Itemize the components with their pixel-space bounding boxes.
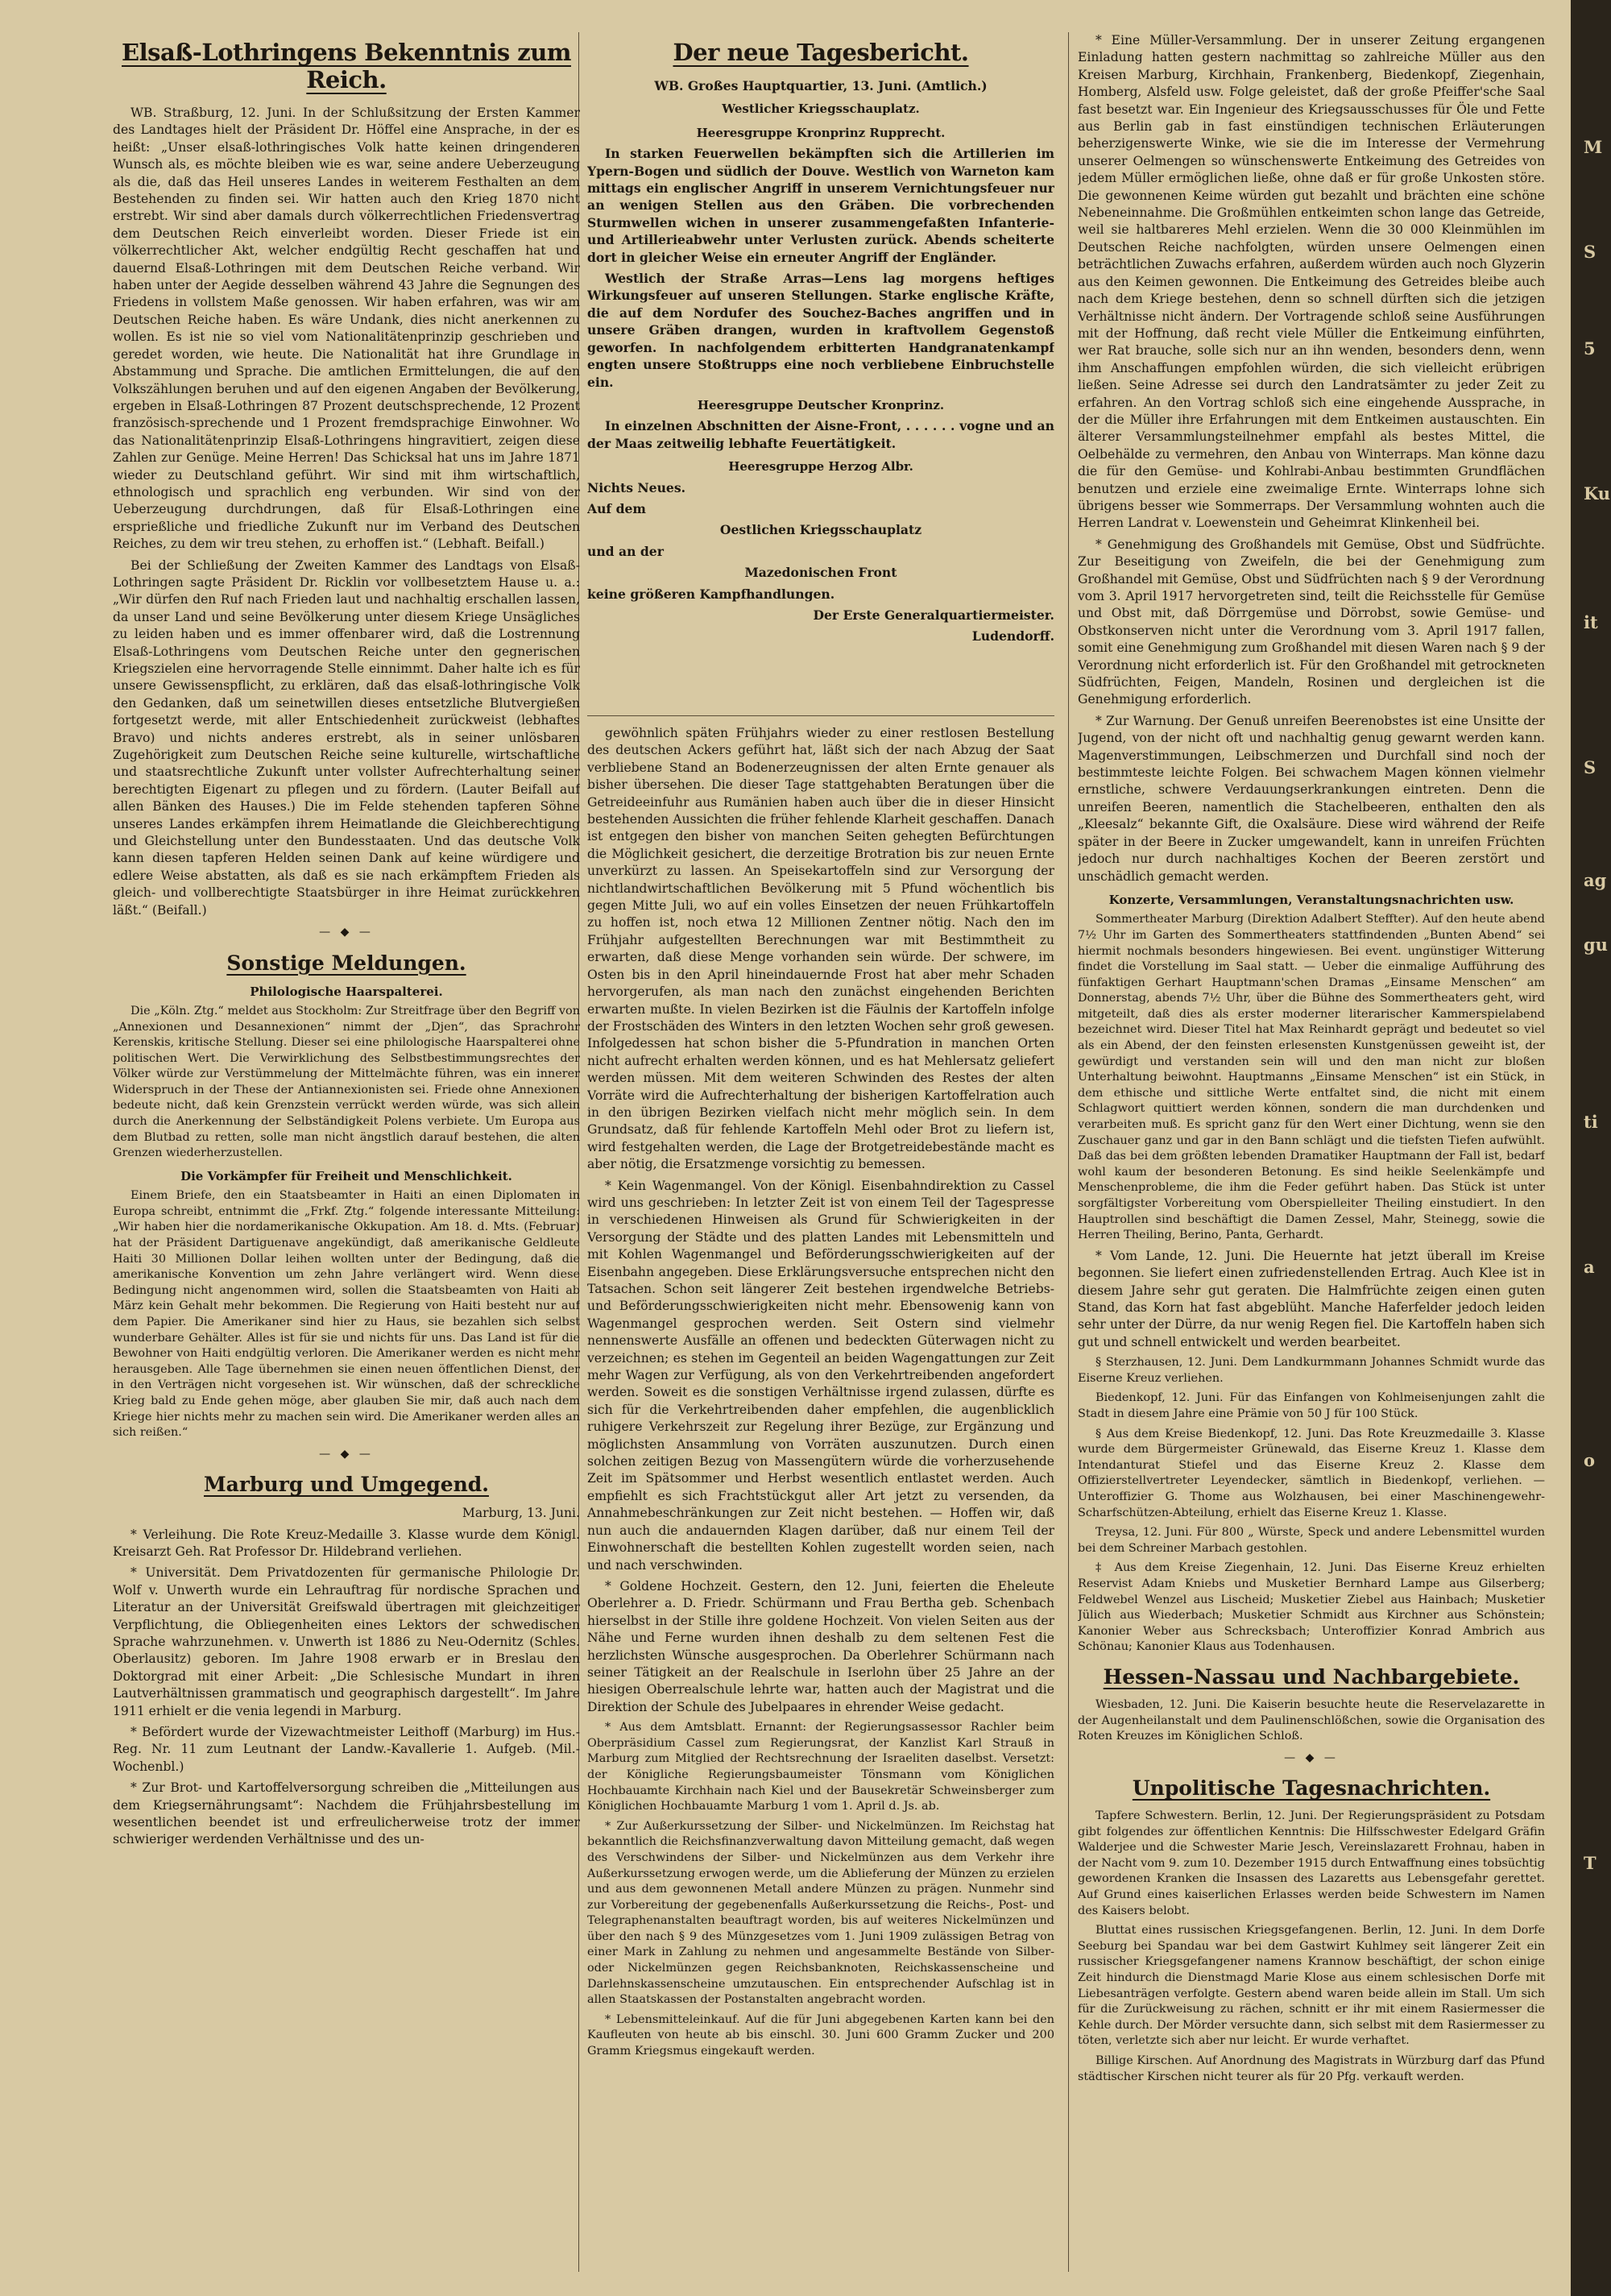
article-paragraph: ‡ Aus dem Kreise Ziegenhain, 12. Juni. Das Eiserne Kreuz erhielten Reservist Adam Kniebs und Musketier Bernhard Lampe aus Gilserberg; Feldwebel Wenzel aus Lischeid; Musketier Ziebel aus Hainbach; Musketier Jülich aus Wiederbach; Musketier Schmidt aus Kirchner aus Schönstein; Kanonier Weber aus Schrecksbach; Unteroffizier Konrad Ambrich aus Schönau; Kanonier Klaus aus Todenhausen. [1078,1561,1545,1654]
gutter-text: S [1584,757,1597,777]
separator-ornament: — ◆ — [319,1447,374,1461]
column-left [113,32,580,2272]
article-paragraph: § Aus dem Kreise Biedenkopf, 12. Juni. Das Rote Kreuzmedaille 3. Klasse wurde dem Bürgermeister Grünewald, das Eiserne Kreuz 1. Klasse dem Intendanturat Stiefel und das Eiserne Kreuz 2. Klasse dem Offizierstellvertreter Leyendecker, sämtlich in Biedenkopf, verliehen. — Unteroffizier G. Thome aus Wolzhausen, bei einer Maschinengewehr-Scharfschützen-Abteilung, erhielt das Eiserne Kreuz 1. Klasse. [1078,1427,1545,1519]
article-paragraph: * Goldene Hochzeit. Gestern, den 12. Juni, feierten die Eheleute Oberlehrer a. D. Friedr. Schürmann und Frau Bertha geb. Schenbach hierselbst in der Stille ihre goldene Hochzeit. Von vielen Seiten aus der Nähe und Ferne wurden ihnen deshalb zu dem seltenen Fest die herzlichsten Wünsche ausgesprochen. Da Oberlehrer Schürmann nach seiner Tätigkeit an der Realschule in Iserlohn über 25 Jahre an der hiesigen Oberrealschule lehrte war, hatten auch der Magistrat und die Direktion der Schule des Jubelpaares in ehrender Weise gedacht. [587,1578,1054,1714]
gutter-text: S [1584,242,1597,262]
article-paragraph: * Zur Außerkurssetzung der Silber- und Nickelmünzen. Im Reichstag hat bekanntlich die Reichsfinanzverwaltung davon Mitteilung gemacht, daß wegen des Verschwindens der Silber- und Nickelmünzen aus dem Verkehr ihre Außerkurssetzung erwogen werde, um die Ablieferung der Münzen zu erzielen und aus dem gewonnenen Metall andere Münzen zu prägen. Nunmehr sind zur Vorbereitung der gegebenenfalls Außerkurssetzung die Reichs-, Post- und Telegraphenanstalten beauftragt worden, bis auf weiteres Nickelmünzen und über den nach § 9 des Münzgesetzes vom 1. Juni 1909 zulässigen Betrag von einer Mark in Zahlung zu nehmen und angesammelte Bestände von Silber- oder Nickelmünzen gegen Reichsbanknoten, Reichskassenscheine und Darlehnskassenscheine umzutauschen. Ein entsprechender Aufschlag ist in allen Staatskassen der Postanstalten angebracht worden. [587,1819,1054,2007]
dateline: WB. Großes Hauptquartier, 13. Juni. (Amtlich.) [654,78,988,93]
adjacent-page-edge [1571,0,1611,2296]
article-paragraph: * Verleihung. Die Rote Kreuz-Medaille 3. Klasse wurde dem Königl. Kreisarzt Geh. Rat Professor Dr. Hildebrand verliehen. [113,1527,580,1559]
subheading: Westlicher Kriegsschauplatz. [722,102,920,117]
article-paragraph: * Aus dem Amtsblatt. Ernannt: der Regierungsassessor Rachler beim Oberpräsidium Cassel zum Regierungsrat, der Kanzlist Karl Strauß in Marburg zum Mitglied der Rechtsrechnung der Israeliten daselbst. Versetzt: der Königliche Regierungsbaumeister Tönsmann vom Königlichen Hochbauamte Kirchhain nach Kiel und der Bausekretär Schweinsberger zum Königlichen Hochbauamte Marburg 1 vom 1. April d. Js. ab. [587,1721,1054,1813]
article-paragraph: * Befördert wurde der Vizewachtmeister Leithoff (Marburg) im Hus.-Reg. Nr. 11 zum Leutnant der Landw.-Kavallerie 1. Aufgeb. (Mil.-Wochenbl.) [113,1725,580,1774]
article-paragraph: * Kein Wagenmangel. Von der Königl. Eisenbahndirektion zu Cassel wird uns geschrieben: In letzter Zeit ist von einem Teil der Tagespresse in verschiedenen Hinweisen als Grund für Schwierigkeiten in der Versorgung der Städte und des platten Landes mit Lebensmitteln und mit Kohlen Wagenmangel und Beförderungsschwierigkeiten auf der Eisenbahn angegeben. Diese Erklärungsversuche entsprechen nicht den Tatsachen. Schon seit längerer Zeit bestehen irgendwelche Betriebs- und Beförderungsschwierigkeiten nicht mehr. Ebensowenig kann von Wagenmangel gesprochen werden. Seit Ostern sind vielmehr nennenswerte Ausfälle an offenen und bedeckten Güterwagen nicht zu verzeichnen; es stehen im Gegenteil an beiden Wagengattungen zur Zeit mehr Wagen zur Verfügung, als von den Verkehrtreibenden angefordert werden. Soweit es die sonstigen Verhältnisse irgend zulassen, dürfte es sich für die Verkehrtreibenden daher empfehlen, die augenblicklich ruhigere Verkehrszeit zur Regelung ihrer Bezüge, zur Ergänzung und möglichsten Ansammlung von Vorräten auszunutzen. Durch einen solchen zeitigen Bezug von Massengütern würde die vorherzusehende Zeit im Spätsommer und Herbst wesentlich entlastet werden. Auch empfiehlt es sich Frachtstückgut aller Art jetzt zu versenden, da Annahmebeschränkungen zur Zeit nicht bestehen. — Hoffen wir, daß nun auch die andauernden Klagen darüber, daß nur einem Teil der Einwohnerschaft die bestellten Kohlen zugestellt worden seien, nach und nach verschwinden. [587,1178,1054,1573]
gutter-text: Ku [1584,483,1611,504]
subheading: Heeresgruppe Herzog Albr. [728,459,913,475]
article-paragraph: Wiesbaden, 12. Juni. Die Kaiserin besuchte heute die Reservelazarette in der Augenheilanstalt und dem Paulinenschlößchen, sowie die Organisation des Roten Kreuzes im Königlichen Schloß. [1078,1697,1545,1743]
article-line: Auf dem [587,500,646,516]
article-paragraph: * Vom Lande, 12. Juni. Die Heuernte hat jetzt überall im Kreise begonnen. Sie liefert einen zufriedenstellenden Ertrag. Auch Klee ist in diesem Jahre sehr gut geraten. Die Halmfrüchte zeigen einen guten Stand, das Korn hat fast abgeblüht. Manche Haferfelder jedoch leiden sehr unter der Dürre, da nur wenig Regen fiel. Die Kartoffeln haben sich gut und schnell entwickelt und werden bearbeitet. [1078,1248,1545,1349]
headline-tagesbericht: Der neue Tagesbericht. [673,39,969,66]
article-paragraph: § Sterzhausen, 12. Juni. Dem Landkurmmann Johannes Schmidt wurde das Eiserne Kreuz verliehen. [1078,1356,1545,1385]
signature-name: Ludendorff. [971,628,1054,644]
article-paragraph: Westlich der Straße Arras—Lens lag morgens heftiges Wirkungsfeuer auf unseren Stellungen. Starke englische Kräfte, die auf dem Nordufer des Souchez-Baches angriffen und in unsere Gräben drangen, wurden in kraftvollem Gegenstoß geworfen. In nachfolgendem erbitterten Handgranatenkampf engten unsere Stoßtrupps eine noch verbliebene Einbruchstelle ein. [587,271,1054,390]
headline-bekenntnis: Elsaß-Lothringens Bekenntnis zum Reich. [122,39,571,93]
headline-sonstige: Sonstige Meldungen. [226,951,466,975]
subheading: Philologische Haarspalterei. [250,984,443,999]
gutter-text: ag [1584,870,1607,890]
article-paragraph: Biedenkopf, 12. Juni. Für das Einfangen von Kohlmeisenjungen zahlt die Stadt in diesem Jahre eine Prämie von 50 J für 100 Stück. [1078,1391,1545,1420]
subheading: Die Vorkämpfer für Freiheit und Menschlichkeit. [180,1168,512,1183]
column-rule [1068,32,1069,2272]
gutter-text: it [1584,612,1598,632]
article-paragraph: * Universität. Dem Privatdozenten für germanische Philologie Dr. Wolf v. Unwerth wurde ein Lehrauftrag für nordische Sprachen und Literatur an der Universität Greifswald übertragen mit gleichzeitiger Verpflichtung, die Obliegenheiten eines Lektors der schwedischen Sprache wahrzunehmen. v. Unwerth ist 1886 zu Neu-Odernitz (Schles. Oberlausitz) geboren. Im Jahre 1908 erwarb er in Breslau den Doktorgrad mit einer Arbeit: „Die Schlesische Mundart in ihren Lautverhältnissen grammatisch und geographisch dargestellt“. Im Jahre 1911 erhielt er die venia legendi in Marburg. [113,1565,580,1718]
subheading: Heeresgruppe Kronprinz Rupprecht. [696,125,946,140]
article-paragraph: * Zur Warnung. Der Genuß unreifen Beerenobstes ist eine Unsitte der Jugend, von der nicht oft und nachhaltig genug gewarnt werden kann. Magenverstimmungen, Leibschmerzen und Durchfall sind noch der bestimmteste leichte Folgen. Bei schwachem Magen können vielmehr ernstliche, schwere Verdauungserkrankungen eintreten. Denn die unreifen Beeren, namentlich die Stachelbeeren, enthalten den als „Kleesalz“ bekannte Gift, die Oxalsäure. Diese wird während der Reife später in der Beere in Zucker umgewandelt, kann in unreifen Früchten jedoch nur durch nachhaltiges Kochen der Beeren zerstört und unschädlich gemacht werden. [1078,713,1545,884]
article-paragraph: WB. Straßburg, 12. Juni. In der Schlußsitzung der Ersten Kammer des Landtages hielt der Präsident Dr. Höffel eine Ansprache, in der es heißt: „Unser elsaß-lothringisches Volk hatte keinen dringenderen Wunsch als, es möchte bleiben wie es war, seine andere Ueberzeugung als die, daß das Heil unseres Landes in weiterem Festhalten an dem Bestehenden zu finden sei. Wir hatten auch den Krieg 1870 nicht erstrebt. Wir sind aber damals durch völkerrechtlichen Friedensvertrag dem Deutschen Reich einverleibt worden. Dieser Friede ist ein völkerrechtlicher Akt, welcher endgültig Recht geschaffen hat und dauernd Elsaß-Lothringen mit dem Deutschen Reiche verband. Wir haben unter der Aegide desselben während 43 Jahre die Segnungen des Friedens in vollstem Maße genossen. Wir haben erfahren, was wir am Deutschen Reiche haben. Es wäre Undank, dies nicht anerkennen zu wollen. Es ist nie so viel vom Nationalitätenprinzip geschrieben und geredet worden, wie heute. Die Nationalität hat ihre Grundlage in Abstammung und Sprache. Die amtlichen Ermittelungen, die auf den Volkszählungen beruhen und auf den eigenen Angaben der Bevölkerung, ergeben in Elsaß-Lothringen 87 Prozent deutschsprechende, 12 Prozent französisch-sprechende und 1 Prozent fremdsprachige Einwohner. Wo das Nationalitätenprinzip Elsaß-Lothringens hingravitiert, zeigen diese Zahlen zur Genüge. Meine Herren! Das Schicksal hat uns im Jahre 1871 wieder zu Deutschland geführt. Wir sind mit ihm wirtschaftlich, ethnologisch und sprachlich eng verbunden. Wir sind von der Ueberzeugung durchdrungen, daß für Elsaß-Lothringen eine ersprießliche und friedliche Zukunft nur im Verband des Deutschen Reiches, zu dem wir treu stehen, zu erhoffen ist.“ (Lebhaft. Beifall.) [113,106,580,552]
gutter-text: M [1584,137,1603,157]
article-line: keine größeren Kampfhandlungen. [587,586,835,602]
article-paragraph: In starken Feuerwellen bekämpften sich die Artillerien im Ypern-Bogen und südlich der Douve. Westlich von Warneton kam mittags ein englischer Angriff in unserem Vernichtungsfeuer nur an wenigen Stellen aus den Gräben. Die vorbrechenden Sturmwellen wichen in unserer zusammengefaßten Infanterie- und Artillerieabwehr unter Verlusten zurück. Abends scheiterte dort in gleicher Weise ein erneuter Angriff der Engländer. [587,146,1054,265]
column-middle-bottom [587,725,1054,2272]
article-paragraph: Billige Kirschen. Auf Anordnung des Magistrats in Würzburg darf das Pfund städtischer Kirschen nicht teurer als für 20 Pfg. verkauft werden. [1078,2054,1545,2083]
article-paragraph: In einzelnen Abschnitten der Aisne-Front, . . . . . . vogne und an der Maas zeitweilig lebhafte Feuertätigkeit. [587,418,1054,451]
gutter-text: ti [1584,1112,1598,1132]
separator-ornament: — ◆ — [1284,1751,1339,1764]
article-line: Oestlichen Kriegsschauplatz [719,522,922,538]
dateline: Marburg, 13. Juni. [462,1506,580,1521]
article-paragraph: * Zur Brot- und Kartoffelversorgung schreiben die „Mitteilungen aus dem Kriegsernährungsamt“: Nachdem die Frühjahrsbestellung im wesentlichen beendet ist und erfreulicherweise trotz der immer schwieriger werdenden Verhältnisse und des un- [113,1780,580,1847]
article-paragraph: Die „Köln. Ztg.“ meldet aus Stockholm: Zur Streitfrage über den Begriff von „Annexionen und Desannexionen“ nimmt der „Djen“, das Sprachrohr Kerenskis, kritische Stellung. Dieser sei eine philologische Haarspalterei ohne politischen Wert. Die Verwirklichung des Selbstbestimmungsrechtes der Völker würde zur Verstümmelung der Mittelmächte führen, was ein innerer Widerspruch in der These der Antiannexionisten sei. Friede ohne Annexionen bedeute nicht, daß kein Grenzstein verrückt werden würde, was sich allein durch die Anerkennung der Selbständigkeit Polens verbiete. Um Europa aus dem Blutbad zu retten, solle man nicht ängstlich darauf bestehen, die alten Grenzen wiederherzustellen. [113,1004,580,1160]
article-paragraph: Bluttat eines russischen Kriegsgefangenen. Berlin, 12. Juni. In dem Dorfe Seeburg bei Spandau war bei dem Gastwirt Kuhlmey seit längerer Zeit ein russischer Kriegsgefangener namens Krannow beschäftigt, der schon einige Zeit hindurch die Dienstmagd Marie Klose aus einem schlesischen Dorfe mit Liebesanträgen verfolgte. Gestern abend waren beide allein im Stall. Um sich für die Zurückweisung zu rächen, schnitt er ihr mit einem Rasiermesser die Kehle durch. Der Mörder versuchte dann, sich selbst mit dem Rasiermesser zu töten, verletzte sich aber nur leicht. Er wurde verhaftet. [1078,1924,1545,2048]
article-line: und an der [587,543,664,559]
gutter-text: o [1584,1450,1596,1470]
article-paragraph: * Lebensmitteleinkauf. Auf die für Juni abgegebenen Karten kann bei den Kaufleuten von heute ab bis einschl. 30. Juni 600 Gramm Zucker und 200 Gramm Kriegsmus eingekauft werden. [587,2012,1054,2058]
subheading: Heeresgruppe Deutscher Kronprinz. [697,397,945,412]
article-paragraph: Einem Briefe, den ein Staatsbeamter in Haiti an einen Diplomaten in Europa schreibt, entnimmt die „Frkf. Ztg.“ folgende interessante Mitteilung: „Wir haben hier die nordamerikanische Okkupation. Am 18. d. Mts. (Februar) hat der Präsident Dartiguenave angekündigt, daß amerikanische Geldleute Haiti 30 Millionen Dollar leihen wollten unter der Bedingung, daß die amerikanische Konvention um zehn Jahre verlängert wird. Wenn diese Bedingung nicht angenommen wird, sollen die Staatsbeamten von Haiti ab März kein Gehalt mehr bekommen. Die Regierung von Haiti besteht nur auf dem Papier. Die Amerikaner sind hier zu Haus, sie bezahlen sich selbst wunderbare Gehälter. Alles ist für sie und nichts für uns. Das Land ist für die Bewohner von Haiti endgültig verloren. Die Amerikaner werden es nicht mehr herausgeben. Alle Tage übernehmen sie einen neuen öffentlichen Dienst, der in den Verträgen nicht vorgesehen ist. Wir wünschen, daß der schreckliche Krieg bald zu Ende gehen möge, aber glauben Sie mir, daß auch nach dem Kriege hier nichts mehr zu machen sein wird. Die Amerikaner werden alles an sich reißen.“ [113,1189,580,1440]
signature-title: Der Erste Generalquartiermeister. [813,607,1054,623]
article-line: Nichts Neues. [587,479,686,495]
article-paragraph: Sommertheater Marburg (Direktion Adalbert Steffter). Auf den heute abend 7½ Uhr im Garten des Sommertheaters stattfindenden „Bunten Abend“ sei hiermit nochmals besonders hingewiesen. Bei event. ungünstiger Witterung findet die Vorstellung im Saal statt. — Ueber die einmalige Aufführung des fünfaktigen Gerhart Hauptmann'schen Dramas „Einsame Menschen“ am Donnerstag, abends 7½ Uhr, über die Bühne des Sommertheaters geht, wird mitgeteilt, daß dies als erster moderner literarischer Kammerspielabend bezeichnet wird. Dieser Titel hat Max Reinhardt geprägt und bedeutet so viel als ein Abend, der den feinsten erlesensten Kunstgenüssen geweiht ist, der gewürdigt und verstanden sein will und den man nicht zur bloßen Unterhaltung beiwohnt. Hauptmanns „Einsame Menschen“ ist ein Stück, in dem ethische und sittliche Werte entfaltet sind, die nicht mit einem Schlagwort quittiert werden können, sondern die man durchdenken und verarbeiten muß. Es spricht ganz für den Wert einer Dichtung, wenn sie den Zuschauer ganz und gar in den Bann schlägt und die tiefsten Tiefen aufwühlt. Daß das bei dem größten lebenden Dramatiker Hauptmann der Fall ist, bedarf wohl kaum der besonderen Betonung. Es sind heikle Seelenkämpfe und Menschenprobleme, die ihm die Feder geführt haben. Das Stück ist unter sorgfältigster Vorbereitung vom Oberspielleiter Theiling einstudiert. In den Hauptrollen sind beschäftigt die Damen Zessel, Mahr, Steinegg, sowie die Herren Theiling, Berino, Panta, Gerhardt. [1078,913,1545,1242]
headline-marburg: Marburg und Umgegend. [204,1473,489,1497]
article-paragraph: * Eine Müller-Versammlung. Der in unserer Zeitung ergangenen Einladung hatten gestern nachmittag so zahlreiche Müller aus den Kreisen Marburg, Kirchhain, Frankenberg, Biedenkopf, Ziegenhain, Homberg, Alsfeld usw. Folge geleistet, daß der große Pfeiffer'sche Saal fast besetzt war. Ein Ingenieur des Kriegsausschusses für Öle und Fette aus Berlin gab in fast einstündigen technischen Erläuterungen beherzigenswerte Winke, wie sie die im Interesse der Vermehrung unserer Oelmengen so wünschenswerte Entkeimung des Getreides von jedem Müller ermöglichen ließe, ohne daß er für große Unkosten störe. Die gewonnenen Keime würden gut bezahlt und brächten eine schöne Nebeneinnahme. Die Großmühlen entkeimten schon lange das Getreide, weil sie haltbareres Mehl erzielen. Wenn die 30 000 Kleinmühlen im Deutschen Reiche nachfolgten, würden unsere Oelmengen einen beträchtlichen Zuwachs erfahren, außerdem würden auch noch Glyzerin aus den Keimen gewonnen. Die Entkeimung des Getreides bleibe auch nach dem Kriege bestehen, denn so schnell dürften sich die jetzigen Verhältnisse nicht ändern. Der Vortragende schloß seine Ausführungen mit der Hoffnung, daß recht viele Müller die Entkeimung einführten, wer Rat brauche, solle sich nur an ihn wenden, besonders denn, wenn ihm Anschaffungen empfohlen würden, die sich vielleicht erübrigen ließen. Seine Adresse sei durch den Landratsämter zu jeder Zeit zu erfahren. An den Vortrag schloß sich eine eingehende Aussprache, in der die Müller ihre Erfahrungen mit dem Entkeimen austauschten. Ein älterer Versammlungsteilnehmer empfahl als bestes Mittel, die Oelbehälde zu vermehren, den Anbau von Winterraps. Man könne dazu die für den Gemüse- und Kohlrabi-Anbau bestimmten Grundflächen benutzen und erziele eine zweimalige Ernte. Winterraps lohne sich übrigens besser wie Sommerraps. Der Versammlung wohnten auch die Herren Landrat v. Loewenstein und Geheimrat Klinkenheil bei. [1078,33,1545,531]
article-paragraph: Bei der Schließung der Zweiten Kammer des Landtags von Elsaß-Lothringen sagte Präsident Dr. Ricklin vor vollbesetztem Hause u. a.: „Wir dürfen den Ruf nach Frieden laut und nachhaltig erschallen lassen, da unser Land und seine Bevölkerung unter diesem Kriege Unsägliches zu leiden haben und es immer offenbarer wird, daß die Lostrennung Elsaß-Lothringens vom Deutschen Reiche unter den gegnerischen Kriegszielen eine hervorragende Stelle einnimmt. Daher halte ich es für unsere Gewissenspflicht, zu erklären, daß das elsaß-lothringische Volk den Gedanken, daß um seinetwillen dieses entsetzliche Blutvergießen fortgesetzt werde, mit aller Entschiedenheit zurückweist (lebhaftes Bravo) und nichts anderes erstrebt, als in seiner unlösbaren Zugehörigkeit zum Deutschen Reiche seine kulturelle, wirtschaftliche und staatsrechtliche Zukunft unter vollster Aufrechterhaltung seiner berechtigten Eigenart zu pflegen und zu fördern. (Lauter Beifall auf allen Bänken des Hauses.) Die im Felde stehenden tapferen Söhne unseres Landes erkämpfen ihrem Heimatlande die Gleichberechtigung und Gleichstellung unter den Bundesstaaten. Und das deutsche Volk kann diesen tapferen Helden seinen Dank auf keine würdigere und edlere Weise abstatten, als daß es sie nach erkämpftem Frieden als gleich- und vollberechtigte Staatsbürger in ihre Heimat zurückkehren läßt.“ (Beifall.) [113,557,580,918]
column-right [1078,32,1545,2272]
headline-hessen: Hessen-Nassau und Nachbargebiete. [1103,1664,1520,1689]
column-middle-top [587,32,1054,725]
gutter-text: a [1584,1257,1595,1277]
gutter-text: T [1584,1853,1597,1873]
separator-ornament: — ◆ — [319,926,374,939]
gutter-text: 5 [1584,338,1596,358]
article-line: Mazedonischen Front [744,565,897,581]
article-paragraph: Treysa, 12. Juni. Für 800 „ Würste, Speck und andere Lebensmittel wurden bei dem Schreiner Marbach gestohlen. [1078,1526,1545,1555]
gutter-text: gu [1584,935,1608,955]
article-paragraph: Tapfere Schwestern. Berlin, 12. Juni. Der Regierungspräsident zu Potsdam gibt folgendes zur öffentlichen Kenntnis: Die Hilfsschwester Edelgard Gräfin Walderjee und die Schwester Marie Jesch, Vereinslazarett Frohnau, haben in der Nacht vom 9. zum 10. Dezember 1915 durch Entwaffnung eines tobsüchtig gewordenen Kranken die Insassen des Lazaretts aus Lebensgefahr gerettet. Auf Grund eines kaiserlichen Erlasses werden beide Schwestern im Namen des Kaisers belobt. [1078,1809,1545,1917]
article-paragraph: * Genehmigung des Großhandels mit Gemüse, Obst und Südfrüchte. Zur Beseitigung von Zweifeln, die bei der Genehmigung zum Großhandel mit Gemüse, Obst und Südfrüchten nach § 9 der Verordnung vom 3. April 1917 hervorgetreten sind, teilt die Reichsstelle für Gemüse und Obst mit, daß Dörrgemüse und Dörrobst, sowie Gemüse- und Obstkonserven nicht unter die Verordnung vom 3. April 1917 fallen, somit eine Genehmigung zum Großhandel mit diesen Waren nach § 9 der Verordnung nicht erforderlich ist. Für den Großhandel mit getrockneten Südfrüchten, Feigen, Mandeln, Rosinen und dergleichen ist die Genehmigung erforderlich. [1078,537,1545,707]
subheading: Konzerte, Versammlungen, Veranstaltungsnachrichten usw. [1108,892,1514,907]
headline-unpolitische: Unpolitische Tagesnachrichten. [1132,1776,1491,1801]
article-paragraph: gewöhnlich späten Frühjahrs wieder zu einer restlosen Bestellung des deutschen Ackers geführt hat, läßt sich der nach Abzug der Saat verbliebene Stand an Bodenerzeugnissen der alten Ernte genauer als bisher übersehen. Die dieser Tage stattgehabten Beratungen über die Getreideeinfuhr aus Rumänien haben auch über die in dieser Hinsicht bestehenden Aussichten die früher fehlende Klarheit geschaffen. Danach ist entgegen den bisher von manchen Seiten gehegten Befürchtungen die Möglichkeit gesichert, die derzeitige Brotration bis zur neuen Ernte unverkürzt zu lassen. An Speisekartoffeln sind zur Versorgung der nichtlandwirtschaftlichen Bevölkerung mit 5 Pfund wöchentlich bis gegen Mitte Juli, wo auf ein volles Einsetzen der neuen Frühkartoffeln zu hoffen ist, noch etwa 12 Millionen Zentner nötig. Nach den im Frühjahr aufgestellten Berechnungen war mit Bestimmtheit zu erwarten, daß diese Menge vorhanden sein würde. Der schwere, im Osten bis in den April hineindauernde Frost hat aber mehr Schaden hervorgerufen, als man nach den zunächst eingehenden Berichten erwarten mußte. In vielen Bezirken ist die Fäulnis der Kartoffeln infolge der Frostschäden des Winters in den letzten Wochen sehr groß gewesen. Infolgedessen hat schon bisher die 5-Pfundration in manchen Orten nicht aufrecht erhalten werden können, und es hat Mehlersatz geliefert werden müssen. Mit dem weiteren Schwinden des Restes der alten Vorräte wird die Aufrechterhaltung der bisherigen Kartoffelration auch in den übrigen Bezirken vielfach nicht mehr möglich sein. In dem Grundsatz, daß für fehlende Kartoffeln Mehl oder Brot zu liefern ist, wird festgehalten werden, die Lage der Brotgetreidebestände macht es aber nötig, die Ersatzmenge vorsichtig zu bemessen. [587,726,1054,1172]
